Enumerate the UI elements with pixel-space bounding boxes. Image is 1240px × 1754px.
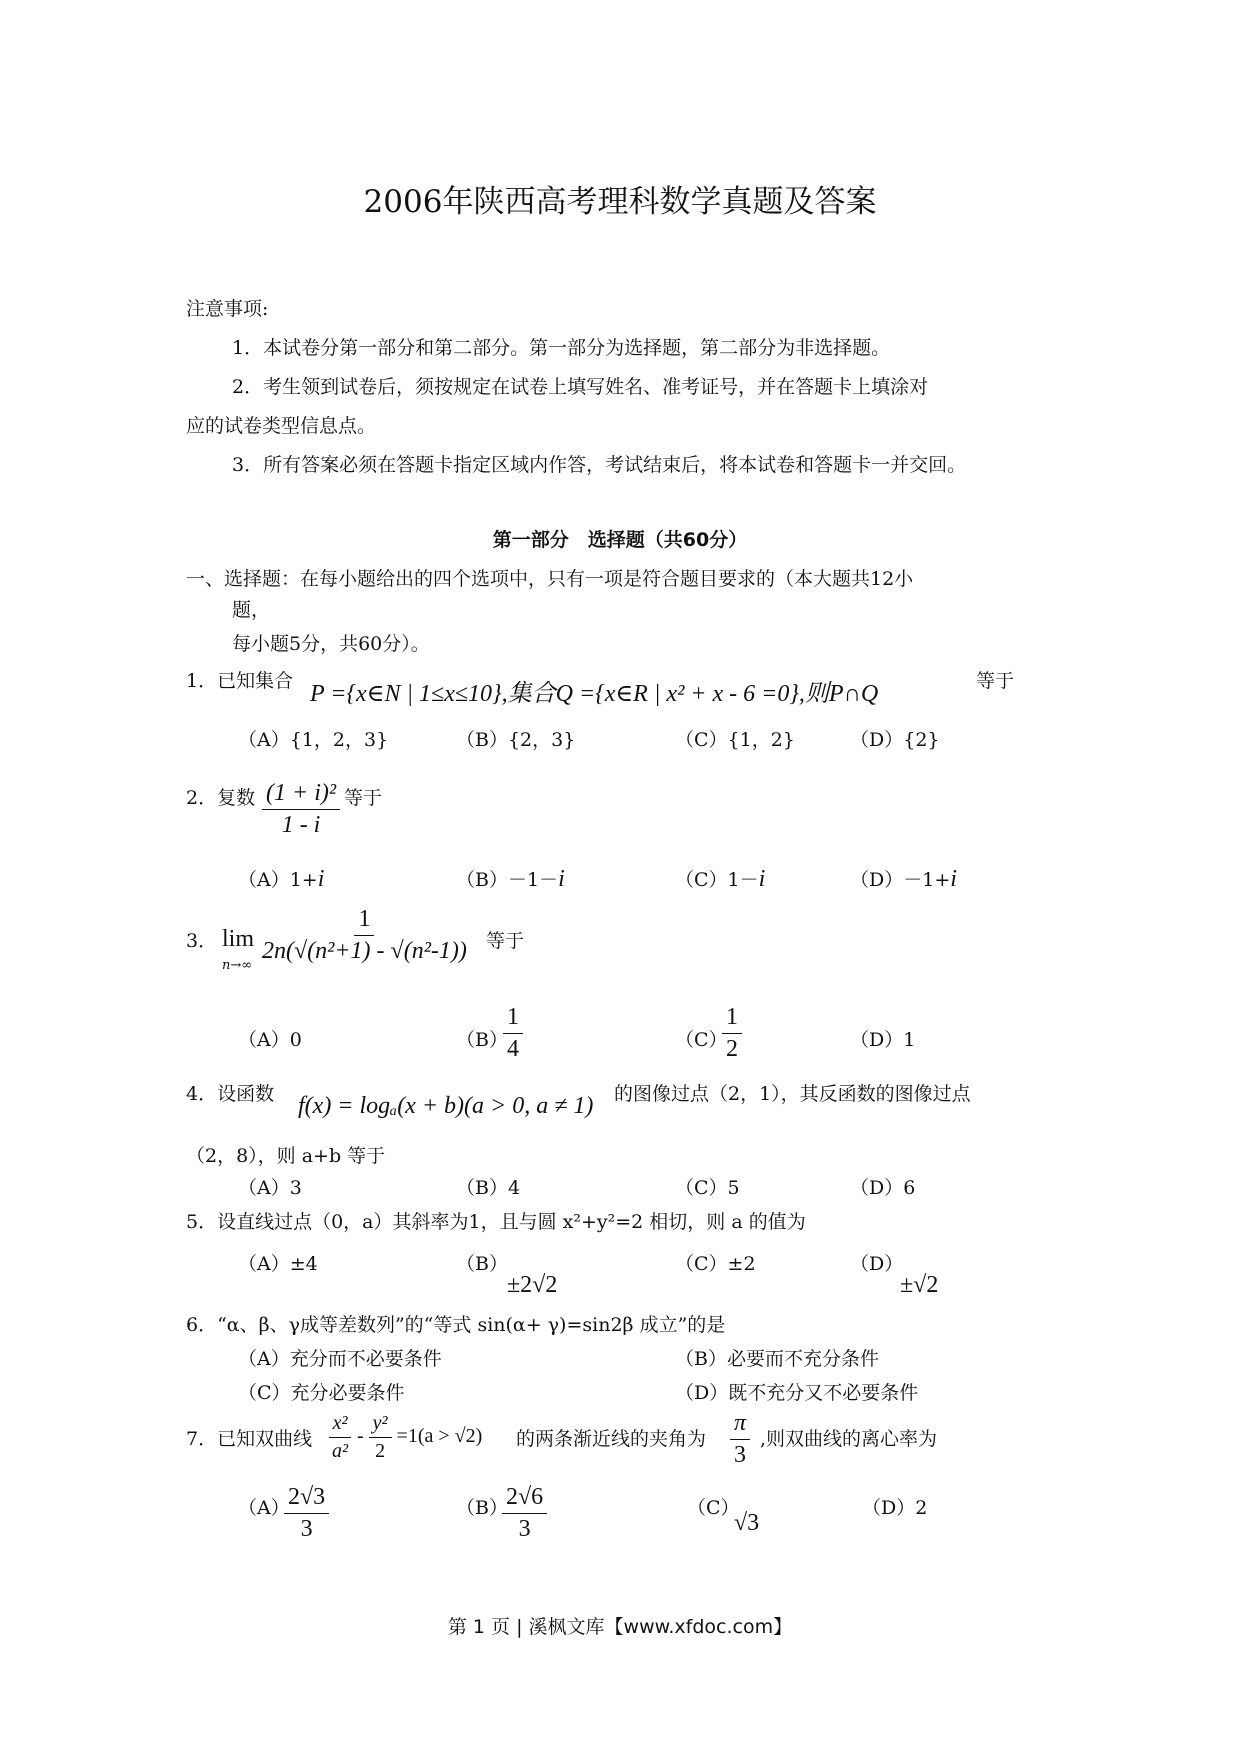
q7-pi-num: π [730, 1410, 750, 1440]
q3-option-b-den: 4 [507, 1036, 519, 1062]
notice-item-1: 1．本试卷分第一部分和第二部分。第一部分为选择题，第二部分为非选择题。 [232, 337, 891, 359]
q7-option-b-num: 2√6 [502, 1484, 547, 1514]
q1-option-c: （C）{1，2} [675, 729, 795, 751]
q2-option-c-label: （C）1－ [675, 869, 759, 891]
q7-minus: - [357, 1425, 364, 1448]
q2-option-c-var: i [758, 866, 766, 892]
q5-option-d-math: ±√2 [900, 1272, 939, 1298]
q7-option-d: （D）2 [862, 1497, 928, 1519]
q3-option-b: （B） [456, 1029, 508, 1051]
q1-option-a: （A）{1，2，3} [238, 729, 389, 751]
q2-tail: 等于 [344, 787, 383, 809]
q2-option-c [675, 866, 765, 893]
q7-option-a-fraction [284, 1484, 329, 1543]
q3-option-c: （C） [675, 1029, 728, 1051]
q3-option-c-num: 1 [722, 1004, 742, 1034]
q7-option-a: （A） [238, 1497, 290, 1519]
q3-lim-word: lim [222, 926, 255, 952]
q1-lead: 1．已知集合 [186, 670, 294, 692]
part1-heading: 第一部分 选择题（共60分） [492, 529, 748, 551]
q4-option-a: （A）3 [238, 1177, 302, 1199]
notice-item-2: 2．考生领到试卷后，须按规定在试卷上填写姓名、准考证号，并在答题卡上填涂对 [232, 376, 929, 398]
q2-numerator: (1 + i)² [262, 780, 340, 810]
q4-math: f(x) = logₐ(x + b)(a > 0, a ≠ 1) [298, 1093, 594, 1119]
q2-option-b-label: （B）－1－ [456, 869, 559, 891]
q2-option-a-var: i [317, 866, 325, 892]
q3-denominator: 2n(√(n²+1) - √(n²-1)) [262, 938, 467, 964]
q1-tail: 等于 [976, 670, 1015, 692]
q7-pi-den: 3 [734, 1442, 747, 1468]
q2-fraction [262, 780, 340, 839]
q6-option-c: （C）充分必要条件 [238, 1382, 405, 1404]
q3-option-a: （A）0 [238, 1029, 302, 1051]
part1-intro-3: 每小题5分，共60分）。 [232, 633, 430, 655]
q3-option-c-den: 2 [726, 1036, 738, 1062]
q7-x-num: x² [329, 1412, 352, 1438]
q3-option-c-fraction [722, 1004, 742, 1063]
q2-option-d [850, 866, 957, 893]
q2-option-d-var: i [950, 866, 957, 892]
q7-option-b-fraction [502, 1484, 547, 1543]
q4-option-c: （C）5 [675, 1177, 740, 1199]
q3-tail: 等于 [486, 930, 525, 952]
q5-option-b: （B） [456, 1253, 508, 1275]
q7-lead: 7．已知双曲线 [186, 1428, 313, 1450]
notice-item-2-cont: 应的试卷类型信息点。 [186, 415, 377, 437]
q1-option-b: （B）{2，3} [456, 729, 576, 751]
notice-item-3: 3．所有答案必须在答题卡指定区域内作答，考试结束后，将本试卷和答题卡一并交回。 [232, 454, 967, 476]
q6-option-d: （D）既不充分又不必要条件 [675, 1382, 919, 1404]
q1-math: P ={x∈N | 1≤x≤10},集合Q ={x∈R | x² + x - 6 =0},则P∩Q [310, 681, 879, 707]
q5-option-d: （D） [850, 1253, 904, 1275]
q7-x-den: a² [332, 1440, 348, 1462]
page-footer: 第 1 页 | 溪枫文库【www.xfdoc.com】 [447, 1616, 793, 1638]
q3-lim [222, 926, 254, 953]
q3-numerator: 1 [354, 906, 374, 936]
q6-text: 6．“α、β、γ成等差数列”的“等式 sin(α+ γ)=sin2β 成立”的是 [186, 1314, 726, 1336]
q4-option-d: （D）6 [850, 1177, 916, 1199]
q7-cond: =1(a > √2) [396, 1425, 483, 1448]
page-title: 2006年陕西高考理科数学真题及答案 [363, 184, 877, 220]
q5-text: 5．设直线过点（0，a）其斜率为1，且与圆 x²+y²=2 相切，则 a 的值为 [186, 1211, 806, 1233]
q3-option-d: （D）1 [850, 1029, 916, 1051]
q7-pi-fraction [730, 1410, 750, 1469]
q2-option-a [238, 866, 324, 893]
q2-lead: 2．复数 [186, 787, 256, 809]
q4-option-b: （B）4 [456, 1177, 521, 1199]
q2-option-d-label: （D）－1+ [850, 869, 951, 891]
q3-option-b-num: 1 [503, 1004, 523, 1034]
q5-option-b-math: ±2√2 [507, 1272, 558, 1298]
q7-option-c-math: √3 [734, 1510, 760, 1536]
q7-tail: ,则双曲线的离心率为 [760, 1428, 938, 1450]
part1-intro-2: 题， [232, 599, 271, 621]
q5-option-c: （C）±2 [675, 1253, 756, 1275]
q2-option-a-label: （A）1+ [238, 869, 318, 891]
q7-equation [328, 1412, 482, 1463]
q3-lim-sub: n→∞ [222, 958, 253, 973]
q7-y-num: y² [369, 1412, 392, 1438]
q2-option-b-var: i [558, 866, 565, 892]
part1-intro-1: 一、选择题：在每小题给出的四个选项中，只有一项是符合题目要求的（本大题共12小 [186, 568, 914, 590]
q3-lead: 3． [186, 930, 218, 952]
q6-option-b: （B）必要而不充分条件 [675, 1348, 879, 1370]
q4-tail: 的图像过点（2，1），其反函数的图像过点 [614, 1083, 971, 1105]
q7-option-b: （B） [456, 1497, 508, 1519]
q4-line2: （2，8），则 a+b 等于 [186, 1145, 386, 1167]
q3-option-b-fraction [503, 1004, 523, 1063]
q4-lead: 4．设函数 [186, 1083, 275, 1105]
q7-option-a-den: 3 [300, 1516, 313, 1542]
q5-option-a: （A）±4 [238, 1253, 318, 1275]
q6-option-a: （A）充分而不必要条件 [238, 1348, 442, 1370]
q1-option-d: （D）{2} [850, 729, 940, 751]
notice-heading: 注意事项: [186, 298, 269, 320]
q2-denominator: 1 - i [281, 812, 321, 838]
q7-option-c: （C） [687, 1497, 740, 1519]
q7-option-a-num: 2√3 [284, 1484, 329, 1514]
q2-option-b [456, 866, 565, 893]
q7-y-den: 2 [375, 1440, 386, 1462]
q7-option-b-den: 3 [518, 1516, 531, 1542]
q7-mid: 的两条渐近线的夹角为 [516, 1428, 707, 1450]
q3-fraction [258, 906, 471, 965]
